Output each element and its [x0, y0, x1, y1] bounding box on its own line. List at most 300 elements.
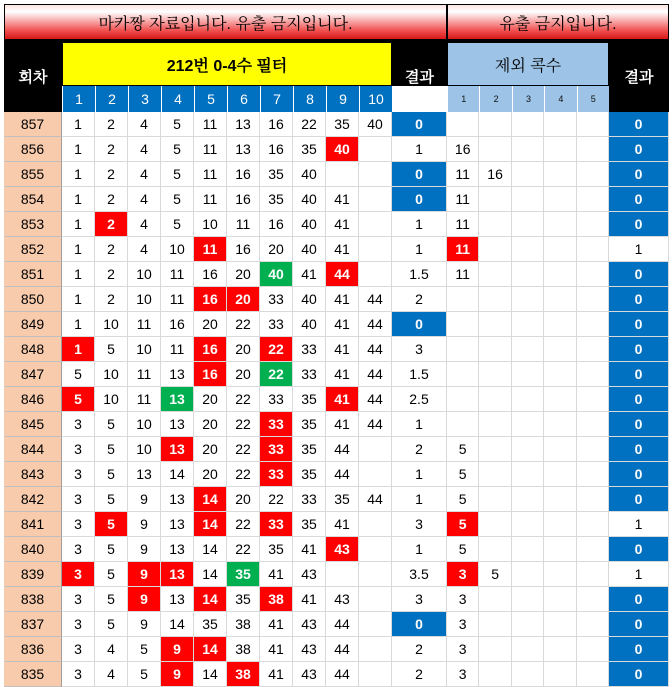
filter-number-cell: 41	[326, 312, 359, 337]
exclude-number-cell	[512, 387, 544, 412]
filter-number-cell: 3	[62, 412, 95, 437]
result2-cell: 1	[609, 512, 669, 537]
filter-number-cell: 3	[62, 637, 95, 662]
exclude-number-cell: 3	[447, 587, 479, 612]
filter-number-cell	[326, 562, 359, 587]
filter-number-cell: 33	[260, 387, 293, 412]
result2-cell: 0	[609, 337, 669, 362]
exclude-number-cell	[544, 137, 576, 162]
filter-number-cell: 33	[260, 287, 293, 312]
round-number: 854	[4, 187, 62, 212]
filter-number-cell: 35	[293, 387, 326, 412]
filter-number-cell: 11	[128, 312, 161, 337]
result2-cell: 0	[609, 437, 669, 462]
filter-number-cell: 3	[62, 562, 95, 587]
filter-number-cell: 44	[326, 437, 359, 462]
exclude-number-cell: 5	[447, 512, 479, 537]
round-number: 848	[4, 337, 62, 362]
result2-cell: 0	[609, 187, 669, 212]
exclude-number-cell	[544, 512, 576, 537]
exclude-number-cell	[577, 487, 609, 512]
exclude-number-cell	[577, 587, 609, 612]
filter-number-cell	[359, 262, 392, 287]
filter-number-cell: 13	[161, 362, 194, 387]
result2-cell: 1	[609, 237, 669, 262]
result-cell: 2	[392, 662, 447, 687]
result2-cell: 0	[609, 412, 669, 437]
exclude-col-number: 5	[577, 86, 609, 112]
exclude-number-cell	[479, 512, 511, 537]
filter-number-cell: 3	[62, 662, 95, 687]
filter-number-cell: 33	[260, 462, 293, 487]
filter-number-cell: 44	[326, 612, 359, 637]
filter-number-cell: 9	[128, 537, 161, 562]
filter-number-cell: 35	[293, 412, 326, 437]
exclude-number-cell: 5	[447, 487, 479, 512]
filter-number-cell: 1	[62, 337, 95, 362]
result2-cell: 0	[609, 487, 669, 512]
filter-number-cell: 14	[161, 612, 194, 637]
filter-number-cell: 11	[194, 237, 227, 262]
exclude-number-cell	[479, 612, 511, 637]
filter-number-cell: 40	[293, 237, 326, 262]
filter-number-cell: 41	[326, 337, 359, 362]
filter-number-cell: 35	[260, 537, 293, 562]
exclude-number-cell	[447, 287, 479, 312]
filter-number-cell	[359, 162, 392, 187]
filter-number-cell: 16	[260, 112, 293, 137]
exclude-number-cell	[577, 662, 609, 687]
filter-number-cell: 5	[128, 637, 161, 662]
filter-number-cell: 3	[62, 462, 95, 487]
filter-number-cell: 4	[128, 112, 161, 137]
filter-number-cell: 14	[194, 487, 227, 512]
filter-number-cell: 20	[227, 287, 260, 312]
filter-number-cell: 41	[260, 662, 293, 687]
filter-number-cell: 22	[227, 312, 260, 337]
filter-number-cell: 4	[128, 187, 161, 212]
exclude-number-cell	[512, 337, 544, 362]
filter-number-cell: 41	[293, 262, 326, 287]
filter-number-cell: 13	[161, 562, 194, 587]
exclude-number-cell: 11	[447, 162, 479, 187]
exclude-number-cell	[512, 287, 544, 312]
round-number: 841	[4, 512, 62, 537]
filter-number-cell: 5	[95, 337, 128, 362]
filter-header-top-edge	[62, 40, 392, 42]
filter-number-cell: 11	[227, 212, 260, 237]
filter-number-cell: 41	[326, 187, 359, 212]
result-cell: 1.5	[392, 362, 447, 387]
filter-number-cell: 22	[227, 462, 260, 487]
filter-number-cell	[359, 212, 392, 237]
result2-cell: 0	[609, 362, 669, 387]
result-cell: 3	[392, 512, 447, 537]
filter-number-cell	[359, 137, 392, 162]
round-number: 842	[4, 487, 62, 512]
filter-number-cell: 3	[62, 487, 95, 512]
filter-number-cell: 40	[326, 137, 359, 162]
filter-number-cell: 11	[194, 187, 227, 212]
banner-left: 마카짱 자료입니다. 유출 금지입니다.	[4, 4, 447, 40]
filter-number-cell: 40	[293, 212, 326, 237]
filter-number-cell: 9	[128, 612, 161, 637]
exclude-number-cell	[447, 362, 479, 387]
filter-number-cell: 44	[359, 412, 392, 437]
filter-number-cell: 5	[95, 537, 128, 562]
filter-number-cell: 14	[194, 637, 227, 662]
exclude-number-cell	[544, 162, 576, 187]
exclude-number-cell	[479, 387, 511, 412]
filter-number-cell: 41	[326, 412, 359, 437]
filter-col-number: 1	[62, 86, 95, 112]
filter-number-cell: 1	[62, 212, 95, 237]
filter-number-cell: 11	[161, 337, 194, 362]
filter-number-cell: 33	[260, 312, 293, 337]
filter-number-cell: 2	[95, 262, 128, 287]
filter-number-cell: 35	[326, 112, 359, 137]
filter-number-cell: 2	[95, 212, 128, 237]
exclude-number-cell	[479, 187, 511, 212]
exclude-number-cell	[544, 562, 576, 587]
filter-number-cell: 2	[95, 287, 128, 312]
result-cell: 1	[392, 137, 447, 162]
exclude-number-cell	[512, 237, 544, 262]
filter-number-cell: 4	[128, 137, 161, 162]
filter-number-cell: 5	[161, 137, 194, 162]
exclude-number-cell	[577, 387, 609, 412]
filter-number-cell: 5	[161, 162, 194, 187]
filter-number-cell: 1	[62, 312, 95, 337]
filter-number-cell	[359, 512, 392, 537]
filter-number-cell: 43	[326, 587, 359, 612]
exclude-number-cell	[544, 237, 576, 262]
filter-number-cell: 44	[326, 262, 359, 287]
exclude-number-cell	[512, 662, 544, 687]
result-cell: 1.5	[392, 262, 447, 287]
filter-number-cell: 11	[194, 162, 227, 187]
filter-number-cell: 22	[227, 412, 260, 437]
exclude-number-cell	[544, 337, 576, 362]
filter-number-cell: 14	[194, 512, 227, 537]
filter-number-cell: 11	[128, 362, 161, 387]
exclude-number-cell	[447, 412, 479, 437]
round-number: 837	[4, 612, 62, 637]
exclude-col-number: 3	[512, 86, 544, 112]
filter-number-cell	[359, 562, 392, 587]
exclude-number-cell	[512, 487, 544, 512]
round-number: 845	[4, 412, 62, 437]
filter-number-cell	[359, 437, 392, 462]
filter-number-cell: 22	[227, 387, 260, 412]
exclude-number-cell	[544, 462, 576, 487]
filter-number-cell: 14	[194, 662, 227, 687]
exclude-number-cell	[512, 137, 544, 162]
exclude-number-cell	[544, 587, 576, 612]
result-cell: 1	[392, 462, 447, 487]
filter-number-cell: 33	[260, 437, 293, 462]
filter-header: 212번 0-4수 필터	[62, 42, 392, 86]
filter-number-cell: 5	[62, 362, 95, 387]
filter-number-cell: 1	[62, 137, 95, 162]
exclude-number-cell	[577, 362, 609, 387]
filter-number-cell: 22	[260, 487, 293, 512]
filter-number-cell: 20	[194, 437, 227, 462]
filter-number-cell: 9	[161, 662, 194, 687]
exclude-number-cell	[447, 337, 479, 362]
filter-number-cell: 13	[161, 437, 194, 462]
result2-cell: 0	[609, 612, 669, 637]
result-cell: 3.5	[392, 562, 447, 587]
filter-number-cell: 41	[260, 637, 293, 662]
exclude-number-cell	[479, 537, 511, 562]
filter-number-cell: 16	[194, 337, 227, 362]
exclude-number-cell	[479, 362, 511, 387]
exclude-number-cell	[512, 187, 544, 212]
exclude-number-cell	[479, 587, 511, 612]
filter-number-cell: 33	[293, 362, 326, 387]
result-cell: 1	[392, 237, 447, 262]
exclude-number-cell	[577, 612, 609, 637]
exclude-number-cell	[577, 137, 609, 162]
filter-col-number: 3	[128, 86, 161, 112]
exclude-number-cell	[544, 287, 576, 312]
filter-number-cell: 35	[194, 612, 227, 637]
result2-cell: 0	[609, 537, 669, 562]
filter-number-cell: 3	[62, 512, 95, 537]
exclude-number-cell	[512, 562, 544, 587]
filter-number-cell: 1	[62, 162, 95, 187]
filter-number-cell: 43	[293, 637, 326, 662]
exclude-number-cell	[447, 312, 479, 337]
filter-number-cell: 11	[128, 387, 161, 412]
filter-number-cell: 5	[95, 487, 128, 512]
filter-number-cell: 22	[227, 437, 260, 462]
filter-number-cell: 11	[194, 112, 227, 137]
filter-number-cell: 35	[260, 162, 293, 187]
filter-number-cell: 40	[293, 287, 326, 312]
result2-cell: 0	[609, 137, 669, 162]
round-number: 838	[4, 587, 62, 612]
filter-number-cell: 13	[161, 487, 194, 512]
filter-number-cell	[359, 537, 392, 562]
exclude-number-cell	[479, 312, 511, 337]
round-number: 846	[4, 387, 62, 412]
filter-number-cell: 35	[227, 562, 260, 587]
result2-cell: 1	[609, 562, 669, 587]
filter-number-cell: 3	[62, 437, 95, 462]
exclude-number-cell	[544, 412, 576, 437]
filter-number-cell: 14	[194, 537, 227, 562]
filter-number-cell: 13	[227, 137, 260, 162]
filter-number-cell: 20	[227, 337, 260, 362]
exclude-number-cell	[577, 512, 609, 537]
filter-number-cell: 10	[95, 312, 128, 337]
exclude-number-cell	[544, 212, 576, 237]
filter-number-cell: 35	[326, 487, 359, 512]
result2-cell: 0	[609, 462, 669, 487]
filter-number-cell: 4	[128, 162, 161, 187]
filter-number-cell: 16	[260, 137, 293, 162]
result-subheader-gap	[392, 86, 447, 112]
exclude-number-cell	[512, 612, 544, 637]
filter-number-cell: 13	[161, 387, 194, 412]
filter-number-cell: 11	[161, 287, 194, 312]
exclude-number-cell	[479, 487, 511, 512]
filter-number-cell: 10	[194, 212, 227, 237]
filter-number-cell: 16	[194, 287, 227, 312]
filter-number-cell: 35	[260, 187, 293, 212]
round-number: 835	[4, 662, 62, 687]
filter-number-cell: 3	[62, 587, 95, 612]
exclude-number-cell	[512, 312, 544, 337]
result-cell: 2	[392, 287, 447, 312]
exclude-col-number: 4	[544, 86, 576, 112]
filter-number-cell	[326, 162, 359, 187]
exclude-number-cell	[577, 337, 609, 362]
filter-number-cell: 16	[194, 262, 227, 287]
filter-number-cell: 14	[194, 587, 227, 612]
filter-number-cell: 38	[227, 637, 260, 662]
filter-number-cell	[359, 587, 392, 612]
result-cell: 1	[392, 212, 447, 237]
exclude-number-cell	[577, 237, 609, 262]
exclude-number-cell	[512, 162, 544, 187]
round-number: 857	[4, 112, 62, 137]
filter-number-cell: 4	[128, 237, 161, 262]
filter-number-cell: 10	[128, 412, 161, 437]
filter-number-cell: 41	[326, 512, 359, 537]
filter-number-cell: 11	[194, 137, 227, 162]
filter-number-cell: 9	[128, 512, 161, 537]
filter-number-cell: 1	[62, 287, 95, 312]
round-number: 844	[4, 437, 62, 462]
result2-cell: 0	[609, 262, 669, 287]
round-number: 850	[4, 287, 62, 312]
filter-number-cell: 14	[161, 462, 194, 487]
filter-number-cell: 13	[128, 462, 161, 487]
exclude-number-cell	[479, 337, 511, 362]
filter-number-cell: 16	[227, 237, 260, 262]
filter-number-cell: 43	[326, 537, 359, 562]
filter-number-cell: 11	[161, 262, 194, 287]
exclude-number-cell	[577, 437, 609, 462]
exclude-number-cell: 3	[447, 562, 479, 587]
filter-number-cell: 1	[62, 187, 95, 212]
round-number: 843	[4, 462, 62, 487]
result2-cell: 0	[609, 287, 669, 312]
filter-number-cell: 5	[95, 587, 128, 612]
exclude-number-cell	[544, 262, 576, 287]
filter-number-cell: 16	[227, 187, 260, 212]
filter-number-cell: 13	[161, 512, 194, 537]
filter-number-cell	[359, 462, 392, 487]
filter-number-cell	[359, 187, 392, 212]
exclude-number-cell	[577, 212, 609, 237]
exclude-header-top-edge	[447, 40, 609, 42]
exclude-number-cell: 11	[447, 262, 479, 287]
filter-number-cell: 10	[95, 362, 128, 387]
exclude-number-cell	[577, 112, 609, 137]
filter-number-cell: 13	[161, 537, 194, 562]
exclude-number-cell	[512, 462, 544, 487]
filter-number-cell	[359, 637, 392, 662]
filter-number-cell: 9	[128, 562, 161, 587]
result-cell: 2.5	[392, 387, 447, 412]
exclude-number-cell	[479, 462, 511, 487]
result2-header: 결과	[609, 40, 669, 112]
filter-number-cell: 10	[128, 337, 161, 362]
filter-number-cell: 33	[293, 487, 326, 512]
exclude-number-cell	[479, 287, 511, 312]
exclude-number-cell	[479, 662, 511, 687]
exclude-number-cell	[544, 637, 576, 662]
filter-number-cell: 16	[260, 212, 293, 237]
exclude-number-cell: 5	[447, 537, 479, 562]
filter-number-cell: 5	[95, 562, 128, 587]
round-number: 836	[4, 637, 62, 662]
filter-number-cell	[359, 662, 392, 687]
filter-number-cell: 35	[227, 587, 260, 612]
filter-number-cell: 20	[194, 387, 227, 412]
filter-number-cell: 22	[260, 362, 293, 387]
exclude-number-cell	[479, 412, 511, 437]
filter-number-cell: 38	[260, 587, 293, 612]
filter-number-cell: 13	[161, 587, 194, 612]
filter-number-cell: 1	[62, 112, 95, 137]
exclude-number-cell	[512, 112, 544, 137]
exclude-number-cell: 11	[447, 187, 479, 212]
filter-number-cell: 40	[260, 262, 293, 287]
result2-cell: 0	[609, 312, 669, 337]
result-cell: 1	[392, 537, 447, 562]
exclude-number-cell	[577, 462, 609, 487]
exclude-number-cell	[544, 187, 576, 212]
result-cell: 0	[392, 162, 447, 187]
filter-number-cell	[359, 612, 392, 637]
result-cell: 1	[392, 487, 447, 512]
filter-number-cell: 2	[95, 187, 128, 212]
round-number: 839	[4, 562, 62, 587]
filter-number-cell: 5	[95, 512, 128, 537]
exclude-number-cell	[577, 537, 609, 562]
round-number: 849	[4, 312, 62, 337]
exclude-number-cell	[544, 112, 576, 137]
result-cell: 3	[392, 587, 447, 612]
exclude-number-cell	[577, 412, 609, 437]
exclude-number-cell	[479, 137, 511, 162]
exclude-number-cell	[479, 262, 511, 287]
exclude-number-cell	[479, 637, 511, 662]
filter-number-cell: 5	[62, 387, 95, 412]
filter-number-cell: 10	[161, 237, 194, 262]
filter-number-cell: 33	[293, 337, 326, 362]
round-number: 853	[4, 212, 62, 237]
result2-cell: 0	[609, 587, 669, 612]
exclude-number-cell	[544, 537, 576, 562]
filter-number-cell: 44	[359, 287, 392, 312]
filter-number-cell: 20	[194, 312, 227, 337]
filter-number-cell: 40	[293, 162, 326, 187]
round-number: 851	[4, 262, 62, 287]
exclude-number-cell	[512, 262, 544, 287]
filter-number-cell: 9	[128, 487, 161, 512]
round-number: 840	[4, 537, 62, 562]
exclude-col-number: 1	[447, 86, 479, 112]
filter-number-cell: 5	[128, 662, 161, 687]
filter-number-cell: 35	[293, 512, 326, 537]
result-cell: 0	[392, 612, 447, 637]
